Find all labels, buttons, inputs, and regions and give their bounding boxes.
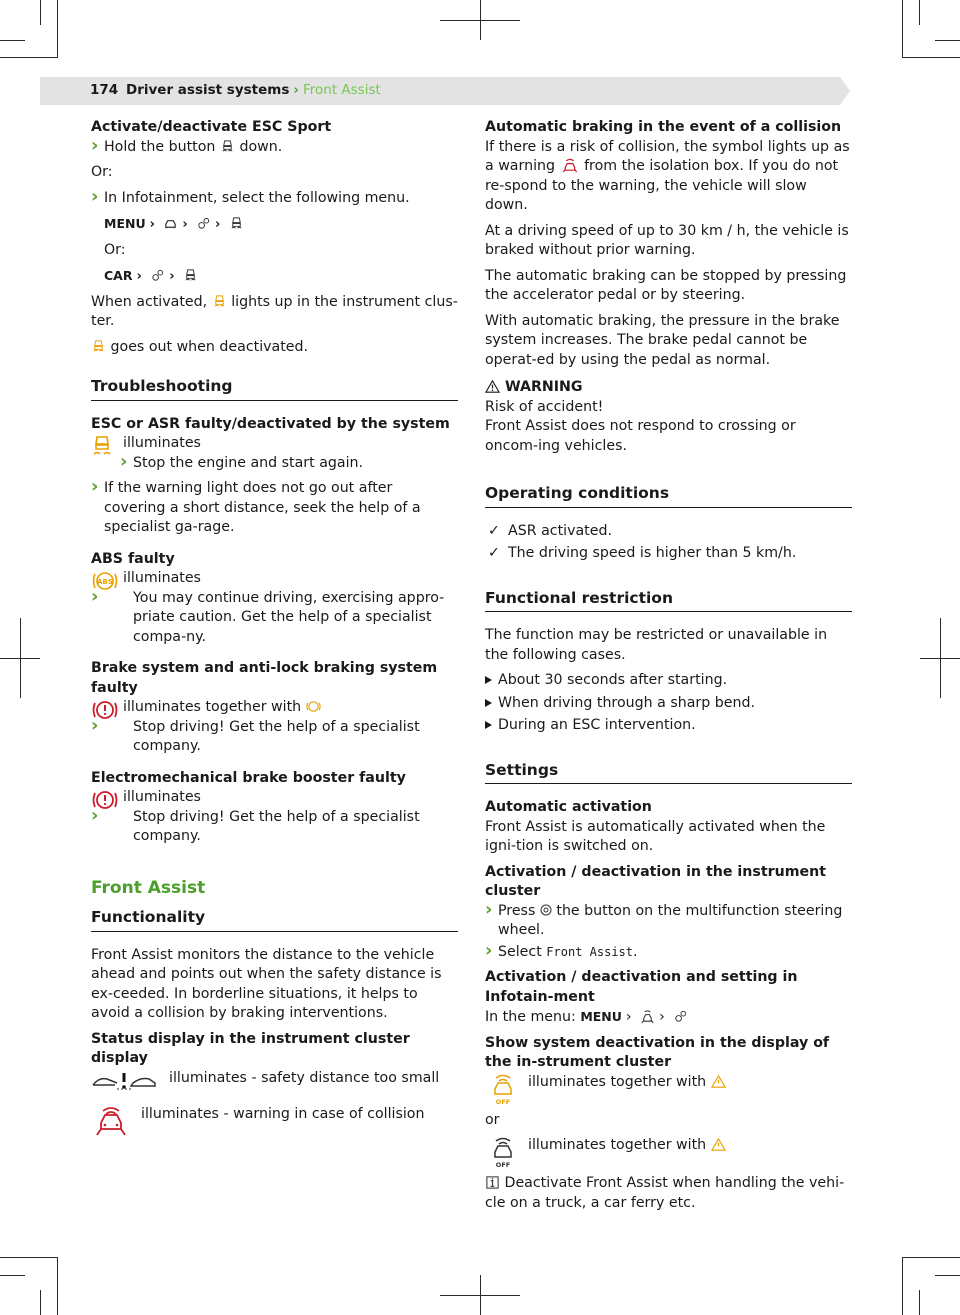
operating-conditions-heading: Operating conditions xyxy=(485,484,852,508)
warning-label: WARNING xyxy=(504,379,583,395)
illuminates-label: illuminates xyxy=(123,435,201,451)
left-column xyxy=(91,118,458,1141)
press-step xyxy=(485,902,852,941)
brake-block xyxy=(91,659,458,757)
brake-row xyxy=(91,698,458,718)
speed-text: At a driving speed of up to 30 km / h, the vehicle is braked without prior warning. xyxy=(485,222,849,258)
crop-mark xyxy=(57,1257,58,1315)
car-icon xyxy=(163,216,178,231)
abs-step xyxy=(91,589,458,648)
stop-engine-step: › Stop the engine and start again. xyxy=(120,454,458,474)
breadcrumb-subsection: Front Assist xyxy=(302,82,381,98)
crop-mark xyxy=(935,40,960,41)
select-pre: Select xyxy=(498,943,542,960)
crop-mark xyxy=(20,618,21,698)
auto-brake-post: from the isolation box. If you do not re-spond to the warning, the vehicle will slow down. xyxy=(485,158,839,213)
functional-restriction-heading: Functional restriction xyxy=(485,589,852,613)
abs-faulty-title: ABS faulty xyxy=(91,550,175,567)
activation-cluster-title: Activation / deactivation in the instrument cluster xyxy=(485,863,826,899)
menu-key: MENU xyxy=(104,216,146,231)
distance-warning-icon xyxy=(91,1069,159,1093)
hold-pre-text: Hold the button xyxy=(104,138,216,155)
menu-key: MENU xyxy=(580,1009,622,1024)
collision-warning-icon xyxy=(91,1105,131,1139)
together-1-text: illuminates together with xyxy=(528,1073,707,1090)
front-assist-heading: Front Assist xyxy=(91,877,206,898)
crop-mark xyxy=(40,1290,41,1315)
esc-sport-amber-icon xyxy=(91,339,106,354)
esc-icon xyxy=(183,268,198,283)
show-deactivation-title: Show system deactivation in the display of the in-strument cluster xyxy=(485,1034,830,1070)
or-text: Or: xyxy=(91,164,113,180)
right-column xyxy=(485,118,852,1219)
esc-sport-amber-icon xyxy=(212,294,227,309)
crop-mark xyxy=(480,1275,481,1315)
chevron-right-icon: › xyxy=(149,217,155,232)
spacer xyxy=(485,567,852,589)
together-2-text: illuminates together with xyxy=(528,1137,707,1153)
spacer xyxy=(91,363,458,377)
off-label: OFF xyxy=(495,1161,511,1169)
car-key: CAR xyxy=(104,268,133,283)
auto-activation-title: Automatic activation xyxy=(485,799,652,815)
front-assist-off-icon xyxy=(485,1136,521,1170)
status-row-2 xyxy=(91,1105,458,1141)
troubleshooting-heading: Troubleshooting xyxy=(91,377,458,401)
warning-triangle-amber-icon xyxy=(711,1074,726,1089)
booster-title: Electromechanical brake booster faulty xyxy=(91,769,406,786)
auto-brake-text xyxy=(485,138,852,216)
risk-text: Risk of accident! xyxy=(485,398,604,415)
booster-block xyxy=(91,769,458,847)
press-pre: Press xyxy=(498,902,536,919)
warning-triangle-amber-icon xyxy=(711,1137,726,1152)
off-label: OFF xyxy=(495,1097,511,1106)
condition-item: ✓ The driving speed is higher than 5 km/h. xyxy=(485,544,852,564)
abs-step-text: You may continue driving, exercising appro-priate caution. Get the help of a specialist compa-ny. xyxy=(133,589,445,645)
booster-step-text: Stop driving! Get the help of a specialist company. xyxy=(133,808,420,844)
brake-illuminates-label: illuminates together with xyxy=(123,699,302,715)
no-respond-text: Front Assist does not respond to crossing or oncom-ing vehicles. xyxy=(485,418,796,454)
settings-heading: Settings xyxy=(485,761,852,785)
spacer xyxy=(485,462,852,484)
brake-step xyxy=(91,718,458,757)
info-note-icon xyxy=(485,1175,500,1190)
gears-icon xyxy=(196,216,211,231)
restriction-item: About 30 seconds after starting. xyxy=(485,671,852,691)
in-menu-path xyxy=(485,1007,852,1028)
crop-mark xyxy=(902,1257,960,1258)
activated-post: lights up in the instrument clus-ter. xyxy=(91,293,458,329)
restriction-item: During an ESC intervention. xyxy=(485,716,852,736)
brake-step-text: Stop driving! Get the help of a specialist company. xyxy=(133,718,420,754)
status-title: Status display in the instrument cluster display xyxy=(91,1030,410,1066)
front-assist-icon xyxy=(640,1009,655,1024)
crop-mark xyxy=(919,1290,920,1315)
status-2-text: illuminates - warning in case of collision xyxy=(141,1105,425,1122)
menu-path-2 xyxy=(91,266,458,287)
crop-mark xyxy=(0,1257,58,1258)
auto-activation-text: Front Assist is automatically activated when the igni-tion is switched on. xyxy=(485,818,826,854)
esc-sport-title: Activate/deactivate ESC Sport xyxy=(91,119,332,135)
restriction-item: When driving through a sharp bend. xyxy=(485,694,852,714)
select-post: . xyxy=(633,943,638,960)
spacer xyxy=(91,853,458,879)
crop-mark xyxy=(480,0,481,40)
chevron-right-icon: › xyxy=(215,217,221,232)
esc-warning-icon xyxy=(91,434,113,460)
crop-mark xyxy=(0,40,25,41)
esc-faulty-block xyxy=(91,415,458,538)
warning-light-step: › If the warning light does not go out after covering a short distance, seek the help of a specialist ga-rage. xyxy=(91,479,458,538)
note-text xyxy=(485,1174,852,1213)
functionality-heading: Functionality xyxy=(91,908,458,932)
hold-button-step xyxy=(91,138,458,158)
in-menu-label: In the menu: xyxy=(485,1009,576,1025)
or-text: or xyxy=(485,1111,500,1128)
booster-illuminates-label: illuminates xyxy=(123,789,201,805)
crop-mark xyxy=(902,1257,903,1315)
hold-post-text: down. xyxy=(239,138,283,155)
or-text-2: Or: xyxy=(104,241,126,258)
esc-faulty-row xyxy=(91,434,458,454)
collision-warning-small-icon xyxy=(560,158,580,173)
abs-row xyxy=(91,569,458,589)
crop-mark xyxy=(40,0,41,25)
gears-icon xyxy=(150,268,165,283)
chevron-right-icon: › xyxy=(136,269,142,284)
breadcrumb-separator: › xyxy=(293,82,299,98)
gears-icon xyxy=(673,1009,688,1024)
steering-button-icon xyxy=(540,904,552,916)
page-number: 174 xyxy=(90,82,119,98)
crop-mark xyxy=(0,1275,25,1276)
chevron-right-icon: › xyxy=(659,1009,665,1025)
abs-small-icon xyxy=(306,699,321,714)
crop-mark xyxy=(57,0,58,58)
crop-mark xyxy=(935,1275,960,1276)
select-step xyxy=(485,943,852,963)
auto-brake-pre: If there is a risk of collision, the symbol lights up as a warning xyxy=(485,138,850,174)
functionality-text: Front Assist monitors the distance to the vehicle ahead and points out when the safety distance is ex-ceeded. In borderline situations, it helps to avoid a collision by braking interventions. xyxy=(91,946,442,1021)
warning-triangle-icon xyxy=(485,379,500,394)
crop-mark xyxy=(940,618,941,698)
activated-pre: When activated, xyxy=(91,293,208,310)
status-1-text: illuminates - safety distance too small xyxy=(169,1069,440,1086)
deactivation-row-1 xyxy=(485,1073,852,1107)
booster-step xyxy=(91,808,458,847)
note-body: Deactivate Front Assist when handling the vehi-cle on a truck, a car ferry etc. xyxy=(485,1175,845,1211)
crop-mark xyxy=(0,57,58,58)
pressure-text: With automatic braking, the pressure in the brake system increases. The brake pedal cannot be operat-ed by using the pedal as normal. xyxy=(485,312,840,368)
svg-text:ABS: ABS xyxy=(97,578,113,586)
crop-mark xyxy=(919,0,920,25)
goes-out-label: goes out when deactivated. xyxy=(110,338,309,355)
front-assist-off-amber-icon xyxy=(485,1073,521,1107)
crop-mark xyxy=(902,57,960,58)
esc-faulty-title: ESC or ASR faulty/deactivated by the system xyxy=(91,415,450,432)
menu-path-1 xyxy=(91,214,458,235)
breadcrumb xyxy=(126,81,381,101)
restriction-text: The function may be restricted or unavailable in the following cases. xyxy=(485,627,828,663)
status-row-1 xyxy=(91,1069,458,1105)
deactivation-row-2 xyxy=(485,1136,852,1170)
goes-out-text xyxy=(91,338,458,358)
chevron-right-icon: › xyxy=(182,217,188,232)
crop-mark xyxy=(902,0,903,58)
brake-title: Brake system and anti-lock braking system faulty xyxy=(91,660,438,696)
esc-icon xyxy=(229,216,244,231)
breadcrumb-section: Driver assist systems xyxy=(126,82,290,98)
booster-row xyxy=(91,788,458,808)
auto-brake-title: Automatic braking in the event of a collision xyxy=(485,119,842,135)
esc-off-icon xyxy=(220,139,235,154)
press-post: the button on the multifunction steering wheel. xyxy=(498,902,843,938)
chevron-right-icon: › xyxy=(625,1009,632,1025)
chevron-right-icon: › xyxy=(169,269,175,284)
activation-infotainment-title: Activation / deactivation and setting in Infotain-ment xyxy=(485,969,798,1005)
abs-illuminates-label: illuminates xyxy=(123,570,201,586)
activated-text xyxy=(91,293,458,332)
abs-faulty-block xyxy=(91,550,458,648)
stop-text: The automatic braking can be stopped by pressing the accelerator pedal or by steering. xyxy=(485,267,847,303)
warning-heading xyxy=(485,378,852,398)
front-assist-menu-item: Front Assist xyxy=(546,944,633,959)
infotainment-step: › In Infotainment, select the following menu. xyxy=(91,189,458,209)
spacer xyxy=(485,739,852,761)
condition-item: ✓ ASR activated. xyxy=(485,522,852,542)
